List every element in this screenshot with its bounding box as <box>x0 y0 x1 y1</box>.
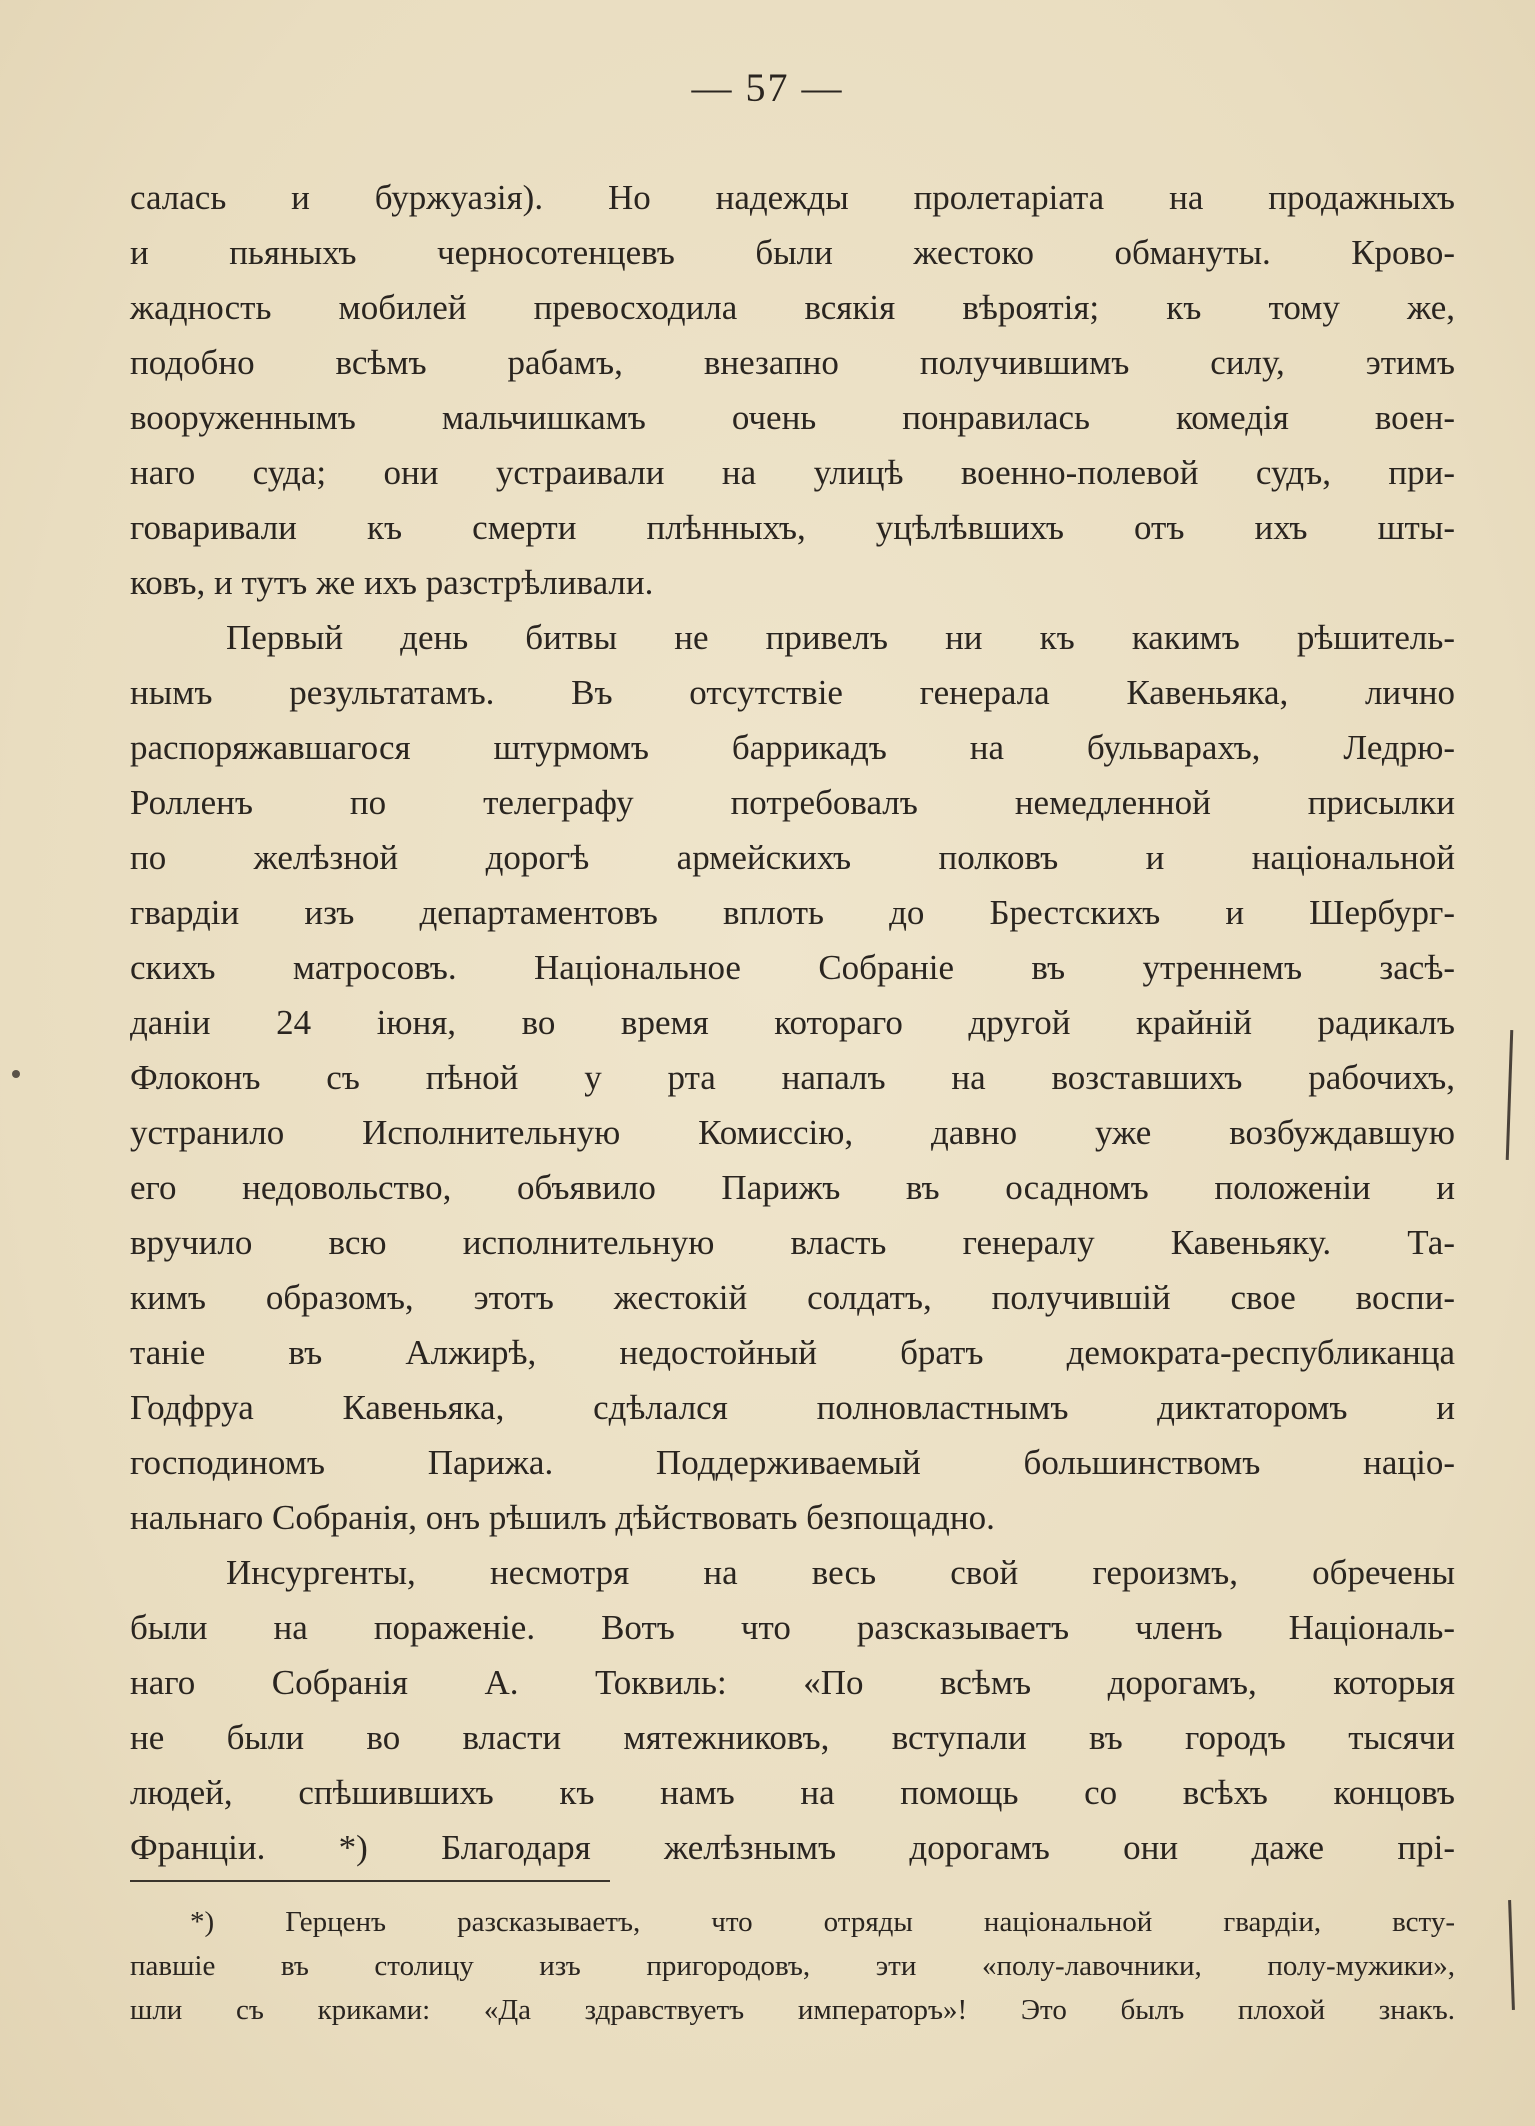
text-line: наго суда; они устраивали на улицѣ военно-полевой судъ, при- <box>130 453 1455 492</box>
text-line: Ролленъ по телеграфу потребовалъ немедленной присылки <box>130 783 1455 822</box>
text-line: салась и буржуазія). Но надежды пролетаріата на продажныхъ <box>130 178 1455 217</box>
text-line: Флоконъ съ пѣной у рта напалъ на возставшихъ рабочихъ, <box>130 1058 1455 1097</box>
text-line: его недовольство, объявило Парижъ въ осадномъ положеніи и <box>130 1168 1455 1207</box>
text-line: людей, спѣшившихъ къ намъ на помощь со всѣхъ концовъ <box>130 1773 1455 1812</box>
paragraph-first-line: Первый день битвы не привелъ ни къ какимъ рѣшитель- <box>226 618 1455 657</box>
text-line: даніи 24 іюня, во время котораго другой крайній радикалъ <box>130 1003 1455 1042</box>
text-line: нымъ результатамъ. Въ отсутствіе генерала Кавеньяка, лично <box>130 673 1455 712</box>
footnote-divider <box>130 1880 610 1882</box>
text-line: говаривали къ смерти плѣнныхъ, уцѣлѣвшихъ отъ ихъ шты- <box>130 508 1455 547</box>
text-line: по желѣзной дорогѣ армейскихъ полковъ и національной <box>130 838 1455 877</box>
text-line: не были во власти мятежниковъ, вступали въ городъ тысячи <box>130 1718 1455 1757</box>
text-line: наго Собранія А. Токвиль: «По всѣмъ дорогамъ, которыя <box>130 1663 1455 1702</box>
text-line: господиномъ Парижа. Поддерживаемый большинствомъ націо- <box>130 1443 1455 1482</box>
text-line: кимъ образомъ, этотъ жестокій солдатъ, получившій свое воспи- <box>130 1278 1455 1317</box>
text-line: распоряжавшагося штурмомъ баррикадъ на бульварахъ, Ледрю- <box>130 728 1455 767</box>
footnote-line: шли съ криками: «Да здравствуетъ императоръ»! Это былъ плохой знакъ. <box>130 1994 1455 2026</box>
text-line: Франціи. *) Благодаря желѣзнымъ дорогамъ они даже прі- <box>130 1828 1455 1867</box>
footnote <box>130 1900 1455 2032</box>
text-line: вручило всю исполнительную власть генералу Кавеньяку. Та- <box>130 1223 1455 1262</box>
text-line: ковъ, и тутъ же ихъ разстрѣливали. <box>130 563 654 602</box>
text-line: вооруженнымъ мальчишкамъ очень понравилась комедія воен- <box>130 398 1455 437</box>
margin-dot <box>12 1070 20 1078</box>
text-line: скихъ матросовъ. Національное Собраніе въ утреннемъ засѣ- <box>130 948 1455 987</box>
footnote-line: *) Герценъ разсказываетъ, что отряды національной гвардіи, всту- <box>190 1906 1455 1938</box>
text-line: Годфруа Кавеньяка, сдѣлался полновластнымъ диктаторомъ и <box>130 1388 1455 1427</box>
text-line: нальнаго Собранія, онъ рѣшилъ дѣйствовать безпощадно. <box>130 1498 995 1537</box>
text-line: жадность мобилей превосходила всякія вѣроятія; къ тому же, <box>130 288 1455 327</box>
text-line: устранило Исполнительную Комиссію, давно уже возбуждавшую <box>130 1113 1455 1152</box>
margin-pencil-mark <box>1506 1030 1514 1160</box>
page-number: — 57 — <box>691 65 844 110</box>
text-line: подобно всѣмъ рабамъ, внезапно получившимъ силу, этимъ <box>130 343 1455 382</box>
text-line: и пьяныхъ черносотенцевъ были жестоко обмануты. Крово- <box>130 233 1455 272</box>
text-line: были на пораженіе. Вотъ что разсказываетъ членъ Національ- <box>130 1608 1455 1647</box>
body-text <box>130 170 1455 1875</box>
text-line: гвардіи изъ департаментовъ вплоть до Брестскихъ и Шербург- <box>130 893 1455 932</box>
margin-pencil-mark <box>1508 1900 1515 2010</box>
paragraph-first-line: Инсургенты, несмотря на весь свой героизмъ, обречены <box>226 1553 1455 1592</box>
footnote-line: павшіе въ столицу изъ пригородовъ, эти «полу-лавочники, полу-мужики», <box>130 1950 1455 1982</box>
text-line: таніе въ Алжирѣ, недостойный братъ демократа-республиканца <box>130 1333 1455 1372</box>
